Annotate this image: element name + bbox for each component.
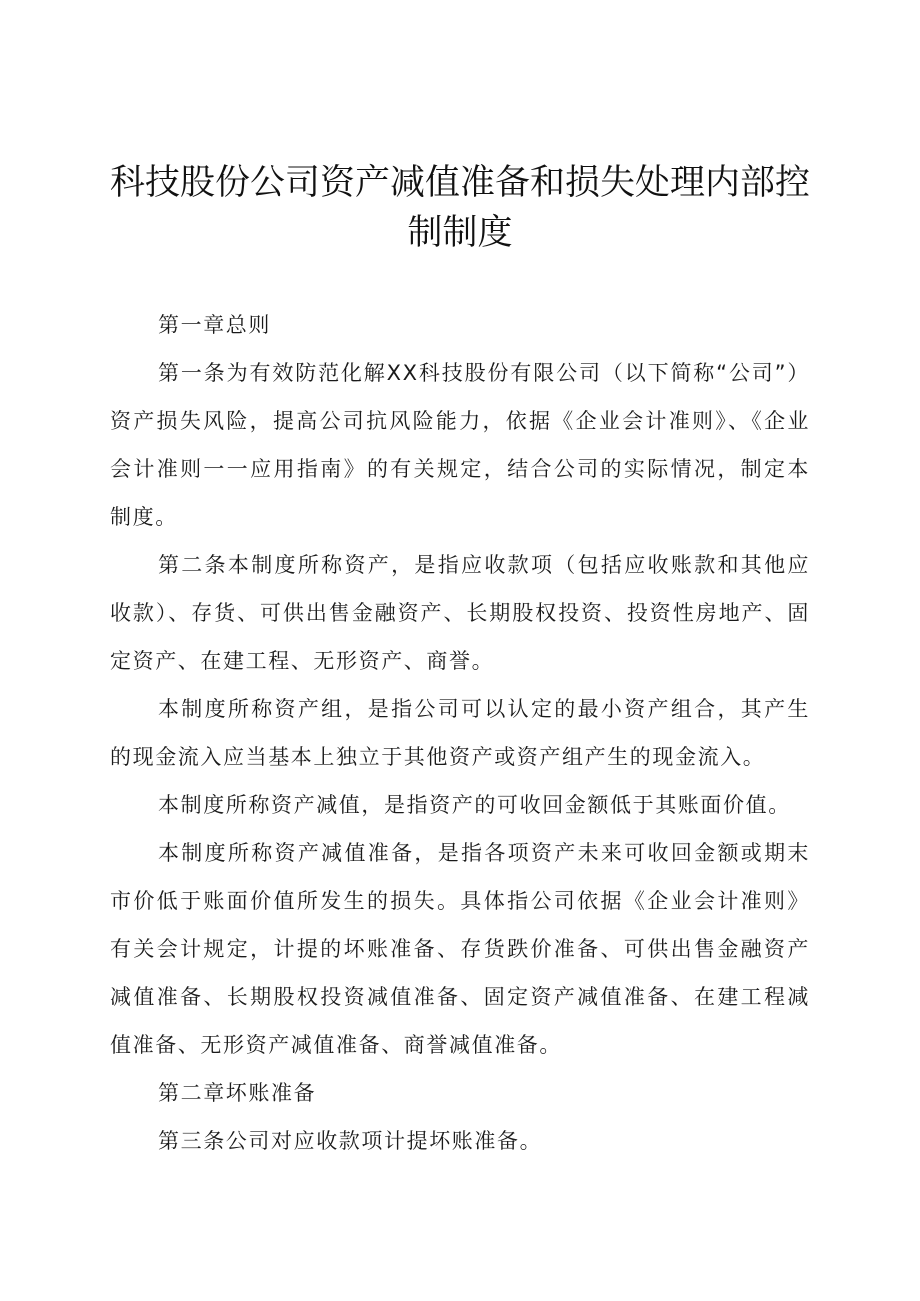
article-3-paragraph: 第三条公司对应收款项计提坏账准备。: [158, 1129, 543, 1153]
chapter-heading-general: 第一章总则: [158, 313, 271, 337]
impairment-definition-paragraph: 本制度所称资产减值，是指资产的可收回金额低于其账面价值。: [158, 793, 791, 817]
chapter-heading-bad-debt: 第二章坏账准备: [158, 1081, 317, 1105]
asset-group-definition-paragraph: 本制度所称资产组，是指公司可以认定的最小资产组合，其产生的现金流入应当基本上独立于其他资产或资产组产生的现金流入。: [110, 697, 810, 769]
impairment-provision-definition-paragraph: 本制度所称资产减值准备，是指各项资产未来可收回金额或期末市价低于账面价值所发生的损失。具体指公司依据《企业会计准则》有关会计规定，计提的坏账准备、存货跌价准备、可供出售金融资产减值准备、长期股权投资减值准备、固定资产减值准备、在建工程减值准备、无形资产减值准备、商誉减值准备。: [110, 841, 810, 1057]
document-body: [110, 301, 810, 1165]
document-title-line-2: 制制度: [407, 213, 513, 253]
article-2-paragraph: 第二条本制度所称资产，是指应收款项（包括应收账款和其他应收款）、存货、可供出售金融资产、长期股权投资、投资性房地产、固定资产、在建工程、无形资产、商誉。: [110, 553, 810, 673]
document-title-line-1: 科技股份公司资产减值准备和损失处理内部控: [110, 163, 811, 203]
article-1-paragraph: 第一条为有效防范化解XX科技股份有限公司（以下简称“公司”）资产损失风险，提高公司抗风险能力，依据《企业会计准则》、《企业会计准则一一应用指南》的有关规定，结合公司的实际情况，制定本制度。: [110, 361, 810, 529]
